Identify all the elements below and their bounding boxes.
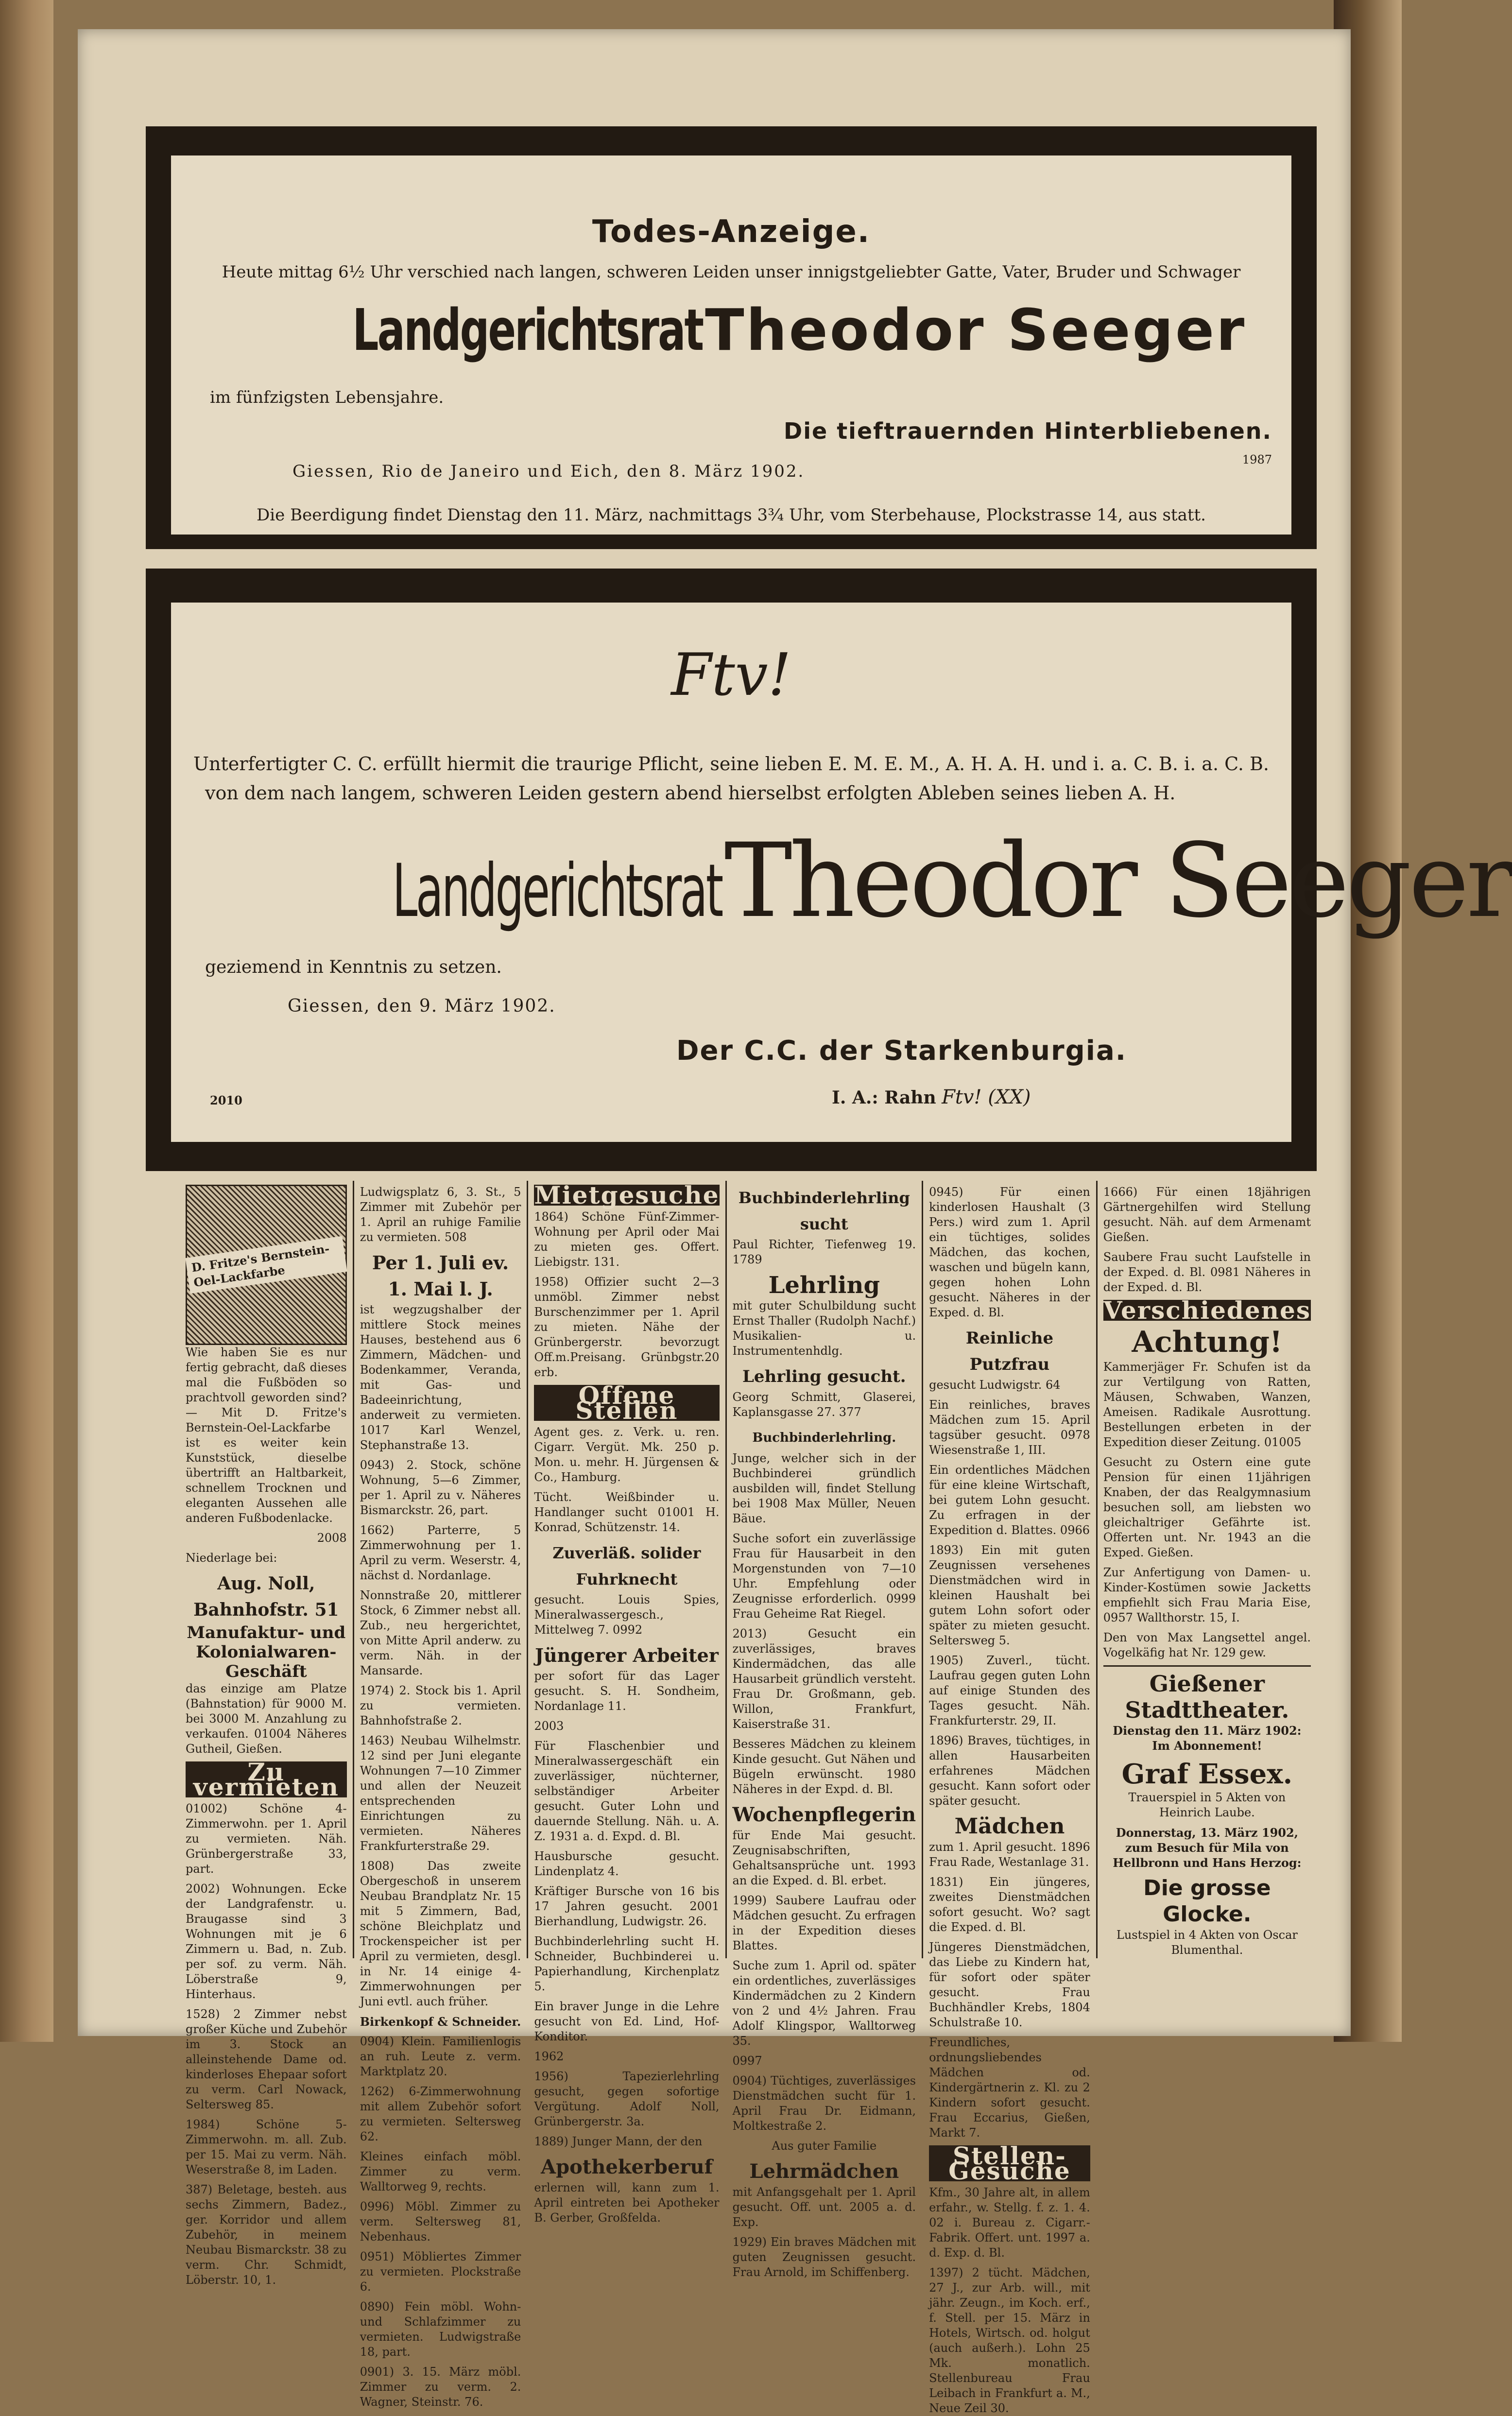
fraternity-ia-mark: Ftv! (XX)	[942, 1086, 1031, 1108]
ad-item: 0951) Möbliertes Zimmer zu vermieten. Plockstraße 6.	[360, 2250, 521, 2294]
ad-item: erlernen will, kann zum 1. April eintreten bei Apotheker B. Gerber, Großfelda.	[534, 2181, 720, 2225]
fraternity-deceased-name: Theodor Seeger	[724, 821, 1512, 940]
ad-item: Tücht. Weißbinder u. Handlanger sucht 01001 H. Konrad, Schützenstr. 14.	[534, 1490, 720, 1534]
ad-heading: Buchbinderlehrling.	[752, 1431, 896, 1445]
ad-item: Paul Richter, Tiefenweg 19. 1789	[732, 1238, 916, 1266]
ad-item: zum 1. April gesucht. 1896 Frau Rade, Westanlage 31.	[929, 1840, 1090, 1869]
ad-heading: Zuverläß. solider Fuhrknecht	[552, 1544, 701, 1588]
ad-item: 2013) Gesucht ein zuverlässiges, braves Kindermädchen, das alle Hausarbeit gründlich versteht. Frau Dr. Großmann, geb. Willon, Frankfurt, Kaiserstraße 31.	[732, 1627, 916, 1731]
ad-item: Kammerjäger Fr. Schufen ist da zur Vertilgung von Ratten, Mäusen, Schwaben, Wanzen, Ameisen. Radikale Ausrottung. Bestellungen erbeten in der Expedition dieser Zeitung. 01005	[1103, 1360, 1311, 1449]
ad-heading: Apothekerberuf	[541, 2156, 713, 2178]
ad-heading: Reinliche Putzfrau	[965, 1329, 1054, 1374]
ad-item: 1808) Das zweite Obergeschoß in unserem Neubau Brandplatz Nr. 15 mit 5 Zimmern, Bad, schöne Bleichplatz und Trockenspeicher ist per April zu vermieten, desgl. in Nr. 14 einige 4-Zimmerwohnungen per Juni evtl. auch früher.	[360, 1859, 521, 2008]
ad-item: gesucht Ludwigstr. 64	[929, 1378, 1061, 1392]
ad-item: 1896) Braves, tüchtiges, in allen Hausarbeiten erfahrenes Mädchen gesucht. Kann sofort oder später gesucht.	[929, 1734, 1090, 1808]
ad-item: 1397) 2 tücht. Mädchen, 27 J., zur Arb. will., mit jähr. Zeugn., im Koch. erf., f. Stell. per 15. März in Hotels, Wirtsch. od. holgut (auch außerh.). Lohn 25 Mk. monatlich. Stellenbureau Frau Leibach in Frankfurt a. M., Neue Zeil 30.	[929, 2266, 1090, 2415]
ad-ref: 1962	[534, 2050, 564, 2063]
ad-item: 1662) Parterre, 5 Zimmerwohnung per 1. April zu verm. Weserstr. 4, nächst d. Nordanlage.	[360, 1523, 521, 1582]
funeral-info: Die Beerdigung findet Dienstag den 11. März, nachmittags 3¾ Uhr, vom Sterbehause, Plockstrasse 14, aus statt.	[171, 496, 1291, 535]
theater-date-2: Donnerstag, 13. März 1902, zum Besuch für Mila von Hellbronn und Hans Herzog:	[1113, 1826, 1302, 1870]
fraternity-notice-frame	[146, 569, 1512, 1171]
fraternity-name-line	[190, 821, 1512, 940]
ad-item: mit Anfangsgehalt per 1. April gesucht. Off. unt. 2005 a. d. Exp.	[732, 2185, 916, 2229]
mourners-signature: Die tieftrauernden Hinterbliebenen.	[784, 418, 1272, 444]
notice-title: Todes-Anzeige.	[592, 214, 871, 250]
fraternity-ia	[832, 1086, 1031, 1108]
illustration-caption: D. Fritze's Bernstein-Oel-Lackfarbe	[185, 1236, 347, 1294]
ad-item: 0943) 2. Stock, schöne Wohnung, 5—6 Zimmer, per 1. April zu v. Näheres Bismarckstr. 26, part.	[360, 1458, 521, 1517]
ad-item: 1864) Schöne Fünf-Zimmer-Wohnung per April oder Mai zu mieten ges. Offert. Liebigstr. 131.	[534, 1210, 720, 1269]
section-header-verschiedenes: Verschiedenes	[1103, 1296, 1311, 1325]
column-1	[180, 1181, 353, 2287]
fraternity-emblem: Ftv!	[671, 641, 791, 709]
ad-item: Suche sofort ein zuverlässige Frau für Hausarbeit in den Morgenstunden von 7—10 Uhr. Empfehlung oder Zeugnisse erforderlich. 0999 Frau Geheime Rat Riegel.	[732, 1532, 916, 1621]
ad-item: per sofort für das Lager gesucht. S. H. Sondheim, Nordanlage 11.	[534, 1669, 720, 1713]
ad-item: Saubere Frau sucht Laufstelle in der Exped. d. Bl. 0981 Näheres in der Exped. d. Bl.	[1103, 1250, 1311, 1294]
lacquer-ad-ref: 2008	[317, 1531, 347, 1545]
fraternity-signature: Der C.C. der Starkenburgia.	[676, 1035, 1127, 1067]
ad-heading: Lehrling	[768, 1272, 880, 1299]
ad-item: Nonnstraße 20, mittlerer Stock, 6 Zimmer nebst all. Zub., neu hergerichtet, von Mitte April anderw. zu verm. Näh. in der Mansarde.	[360, 1588, 521, 1677]
ad-item: Ein braver Junge in die Lehre gesucht von Ed. Lind, Hof-Konditor.	[534, 2000, 720, 2043]
ad-item: Den von Max Langsettel angel. Vogelkäfig hat Nr. 129 gew.	[1103, 1631, 1311, 1659]
ad-item: Buchbinderlehrling sucht H. Schneider, Buchbinderei u. Papierhandlung, Kirchenplatz 5.	[534, 1934, 720, 1993]
ad-heading: Lehrling gesucht.	[742, 1367, 906, 1386]
ad-item: für Ende Mai gesucht. Zeugnisabschriften, Gehaltsansprüche unt. 1993 an die Exped. d. Bl. erbet.	[732, 1829, 916, 1887]
ad-ref: 2003	[534, 1719, 564, 1733]
ad-item: Jüngeres Dienstmädchen, das Liebe zu Kindern hat, für sofort oder später gesucht. Frau Buchhändler Krebs, 1804 Schulstraße 10.	[929, 1940, 1090, 2029]
ad-item: 387) Beletage, besteh. aus sechs Zimmern, Badez., ger. Korridor und allem Zubehör, in meinem Neubau Bismarckstr. 38 zu verm. Chr. Schmidt, Löberstr. 10, 1.	[186, 2183, 347, 2287]
ad-item: 1984) Schöne 5-Zimmerwohn. m. all. Zub. per 15. Mai zu verm. Näh. Weserstraße 8, im Laden.	[186, 2118, 347, 2176]
theater-play-2-sub: Lustspiel in 4 Akten von Oscar Blumenthal.	[1116, 1928, 1298, 1957]
deceased-name-line	[171, 296, 1291, 363]
deceased-name: Theodor Seeger	[705, 296, 1247, 363]
fraternity-ref-number: 2010	[210, 1093, 242, 1107]
deceased-rank: Landgerichtsrat	[352, 296, 703, 363]
ad-item: 1929) Ein braves Mädchen mit guten Zeugnissen gesucht. Frau Arnold, im Schiffenberg.	[732, 2235, 916, 2279]
ad-item: 1956) Tapezierlehrling gesucht, gegen sofortige Vergütung. Adolf Noll, Grünbergerstr. 3a.	[534, 2070, 720, 2128]
ad-item: Zur Anfertigung von Damen- u. Kinder-Kostümen sowie Jacketts empfiehlt sich Frau Maria Eise, 0957 Wallthorstr. 15, I.	[1103, 1566, 1311, 1624]
ad-item: Für Flaschenbier und Mineralwassergeschäft ein zuverlässiger, nüchterner, selbständiger Arbeiter gesucht. Guter Lohn und dauernde Stellung. Näh. u. A. Z. 1931 a. d. Expd. d. Bl.	[534, 1739, 720, 1843]
classified-columns	[180, 1181, 1317, 2415]
ad-item: gesucht. Louis Spies, Mineralwassergesch., Mittelweg 7. 0992	[534, 1593, 720, 1637]
ad-heading: Buchbinderlehrling sucht	[738, 1189, 910, 1233]
ad-item: 1831) Ein jüngeres, zweites Dienstmädchen sofort gesucht. Wo? sagt die Exped. d. Bl.	[929, 1875, 1090, 1934]
ad-item: Agent ges. z. Verk. u. ren. Cigarr. Vergüt. Mk. 250 p. Mon. u. mehr. H. Jürgensen & Co., Hamburg.	[534, 1425, 720, 1484]
column-2	[353, 1181, 527, 2409]
ad-item: Freundliches, ordnungsliebendes Mädchen od. Kindergärtnerin z. Kl. zu 2 Kindern sofort gesucht. Frau Eccarius, Gießen, Markt 7.	[929, 2036, 1090, 2140]
ad-item: 1974) 2. Stock bis 1. April zu vermieten. Bahnhofstraße 2.	[360, 1684, 521, 1727]
fraternity-deceased-rank: Landgerichtsrat	[392, 849, 722, 933]
theater-play-1: Graf Essex.	[1121, 1758, 1293, 1790]
ad-item: ist wegzugshalber der mittlere Stock meines Hauses, bestehend aus 6 Zimmern, Mädchen- und Bodenkammer, Veranda, mit Gas- und Badeeinrichtung, anderweit zu vermieten. 1017 Karl Wenzel, Stephanstraße 13.	[360, 1303, 521, 1452]
ad-heading: Mädchen	[954, 1814, 1065, 1839]
fraternity-line2: von dem nach langem, schweren Leiden gestern abend hierselbst erfolgten Ableben seines lieben A. H.	[205, 782, 1176, 804]
fraternity-place-date: Giessen, den 9. März 1902.	[288, 996, 556, 1016]
ad-ref: 0997	[732, 2054, 762, 2068]
ad-heading: Per 1. Juli ev. 1. Mai l. J.	[372, 1252, 509, 1300]
ad-heading: Wochenpflegerin	[732, 1803, 916, 1826]
fraternity-line1: Unterfertigter C. C. erfüllt hiermit die traurige Pflicht, seine lieben E. M. E. M., A. H. A. H. und i. a. C. B. i. a. C. B.	[193, 753, 1269, 775]
book-spine	[0, 0, 53, 2042]
ad-item: 0945) Für einen kinderlosen Haushalt (3 Pers.) wird zum 1. April ein tüchtiges, solides Mädchen, das kochen, waschen und bügeln kann, gegen hohen Lohn gesucht. Näheres in der Exped. d. Bl.	[929, 1185, 1090, 1319]
ad-item: 0904) Tüchtiges, zuverlässiges Dienstmädchen sucht für 1. April Frau Dr. Eidmann, Moltkestraße 2.	[732, 2074, 916, 2133]
fraternity-line3: geziemend in Kenntnis zu setzen.	[205, 957, 502, 977]
section-header-mietgesuche: Mietgesuche	[534, 1181, 720, 1209]
ad-signature: Birkenkopf & Schneider.	[360, 2015, 521, 2029]
ad-item: 0996) Möbl. Zimmer zu verm. Seltersweg 81, Nebenhaus.	[360, 2200, 521, 2243]
ad-item: 2002) Wohnungen. Ecke der Landgrafenstr. u. Braugasse sind 3 Wohnungen mit je 6 Zimmern u. Bad, n. Zub. per sof. zu verm. Näh. Löberstraße 9, Hinterhaus.	[186, 1882, 347, 2001]
ad-heading: Jüngerer Arbeiter	[535, 1644, 719, 1666]
notice-ref-number: 1987	[1242, 453, 1272, 466]
ad-item: mit guter Schulbildung sucht Ernst Thaller (Rudolph Nachf.) Musikalien- u. Instrumentenhdlg.	[732, 1299, 916, 1358]
fraternity-ia-name: I. A.: Rahn	[832, 1087, 936, 1108]
ad-heading: Lehrmädchen	[749, 2160, 899, 2183]
ad-item: Ein reinliches, braves Mädchen zum 15. April tagsüber gesucht. 0978 Wiesenstraße 1, III.	[929, 1398, 1090, 1457]
column-3	[527, 1181, 725, 2225]
ad-item: 1262) 6-Zimmerwohnung mit allem Zubehör sofort zu vermieten. Seltersweg 62.	[360, 2085, 521, 2143]
theater-heading: Gießener Stadttheater.	[1125, 1671, 1289, 1723]
ad-item: 1958) Offizier sucht 2—3 unmöbl. Zimmer nebst Burschenzimmer per 1. April zu mieten. Nähe der Grünbergerstr. bevorzugt Off.m.Preisang. Grünbgstr.20 erb.	[534, 1275, 720, 1379]
theater-ad	[1103, 1665, 1311, 1958]
ad-item: 1893) Ein mit guten Zeugnissen versehenes Dienstmädchen wird in kleinen Haushalt bei gutem Lohn sofort oder später zu mieten gesucht. Seltersweg 5.	[929, 1543, 1090, 1647]
ad-item: Ludwigsplatz 6, 3. St., 5 Zimmer mit Zubehör per 1. April an ruhige Familie zu vermieten. 508	[360, 1185, 521, 1244]
ad-item: Gesucht zu Ostern eine gute Pension für einen 11jährigen Knaben, der das Realgymnasium besuchen soll, am liebsten wo gleichaltriger Gefährte ist. Offerten unt. Nr. 1943 an die Exped. Gießen.	[1103, 1455, 1311, 1559]
ad-item: 01002) Schöne 4-Zimmerwohn. per 1. April zu vermieten. Näh. Grünbergerstraße 33, part.	[186, 1802, 347, 1876]
column-5	[922, 1181, 1096, 2415]
ad-item: 0890) Fein möbl. Wohn- und Schlafzimmer zu vermieten. Ludwigstraße 18, part.	[360, 2300, 521, 2359]
ad-item: Kleines einfach möbl. Zimmer zu verm. Walltorweg 9, rechts.	[360, 2150, 521, 2193]
ad-item: Hausbursche gesucht. Lindenplatz 4.	[534, 1849, 720, 1878]
ad-item: Aus guter Familie	[772, 2139, 877, 2153]
theater-date-1: Dienstag den 11. März 1902: Im Abonnement!	[1113, 1724, 1302, 1753]
lacquer-ad-illustration	[186, 1185, 347, 1345]
ad-item: 1999) Saubere Laufrau oder Mädchen gesucht. Zu erfragen in der Expedition dieses Blattes.	[732, 1894, 916, 1952]
section-header-offene-stellen: Offene Stellen	[534, 1385, 719, 1421]
shop-sale-title: Manufaktur- und Kolonialwaren-Geschäft	[187, 1623, 346, 1681]
ad-item: 1463) Neubau Wilhelmstr. 12 sind per Juni elegante Wohnungen 7—10 Zimmer und allen der Neuzeit entsprechenden Einrichtungen zu vermieten. Näheres Frankfurterstraße 29.	[360, 1734, 521, 1853]
ad-item: 1889) Junger Mann, der den	[534, 2135, 703, 2148]
ad-item: 0904) Klein. Familienlogis an ruh. Leute z. verm. Marktplatz 20.	[360, 2035, 521, 2078]
ad-item: Kräftiger Bursche von 16 bis 17 Jahren gesucht. 2001 Bierhandlung, Ludwigstr. 26.	[534, 1884, 720, 1928]
lacquer-ad-text: Wie haben Sie es nur fertig gebracht, daß dieses mal die Fußböden so prachtvoll geworden sind? — Mit D. Fritze's Bernstein-Oel-Lackfarbe ist es weiter kein Kunststück, dieselbe übertrifft an Haltbarkeit, schnellem Trocknen und eleganten Aussehen alle anderen Fußbodenlacke.	[186, 1346, 347, 1525]
shop-sale-text: das einzige am Platze (Bahnstation) für 9000 M. bei 3000 M. Anzahlung zu verkaufen. 01004 Näheres Gutheil, Gießen.	[186, 1682, 347, 1756]
lacquer-ad-dealer: Aug. Noll, Bahnhofstr. 51	[193, 1573, 339, 1620]
ad-item: Kfm., 30 Jahre alt, in allem erfahr., w. Stellg. f. z. 1. 4. 02 i. Bureau z. Cigarr.-Fabrik. Offert. unt. 1997 a. d. Exp. d. Bl.	[929, 2186, 1090, 2260]
death-notice-frame	[146, 126, 1317, 549]
theater-play-2: Die grosse Glocke.	[1143, 1876, 1271, 1927]
theater-play-1-sub: Trauerspiel in 5 Akten von Heinrich Laube.	[1128, 1791, 1286, 1819]
death-notice	[171, 155, 1291, 515]
ad-item: 1905) Zuverl., tücht. Laufrau gegen guten Lohn auf einige Stunden des Tages gesucht. Näh. Frankfurterstr. 29, II.	[929, 1654, 1090, 1727]
section-header-stellen-gesuche: Stellen-Gesuche	[929, 2145, 1090, 2181]
place-date: Giessen, Rio de Janeiro und Eich, den 8. März 1902.	[292, 462, 805, 481]
ad-item: 0901) 3. 15. März möbl. Zimmer zu verm. 2. Wagner, Steinstr. 76.	[360, 2365, 521, 2409]
lacquer-ad-niederlage: Niederlage bei:	[186, 1551, 277, 1565]
fraternity-notice	[171, 603, 1512, 1142]
ad-item: Besseres Mädchen zu kleinem Kinde gesucht. Gut Nähen und Bügeln erwünscht. 1980 Näheres in der Expd. d. Bl.	[732, 1737, 916, 1796]
attention-heading: Achtung!	[1132, 1325, 1283, 1359]
column-4	[725, 1181, 922, 2279]
notice-intro: Heute mittag 6½ Uhr verschied nach langen, schweren Leiden unser innigstgeliebter Gatte, Vater, Bruder und Schwager	[222, 262, 1241, 282]
ad-item: Junge, welcher sich in der Buchbinderei gründlich ausbilden will, findet Stellung bei 1908 Max Müller, Neuen Bäue.	[732, 1451, 916, 1525]
age-line: im fünfzigsten Lebensjahre.	[210, 388, 444, 407]
ad-item: Suche zum 1. April od. später ein ordentliches, zuverlässiges Kindermädchen zu 2 Kindern von 2 und 4½ Jahren. Frau Adolf Klingspor, Walltorweg 35.	[732, 1959, 916, 2048]
ad-item: Georg Schmitt, Glaserei, Kaplansgasse 27. 377	[732, 1390, 916, 1419]
ad-item: Ein ordentliches Mädchen für eine kleine Wirtschaft, bei gutem Lohn gesucht. Zu erfragen in der Expedition d. Blattes. 0966	[929, 1463, 1090, 1537]
column-6	[1096, 1181, 1317, 1958]
ad-item: 1528) 2 Zimmer nebst großer Küche und Zubehör im 3. Stock an alleinstehende Dame od. kinderloses Ehepaar sofort zu verm. Carl Nowack, Seltersweg 85.	[186, 2007, 347, 2111]
section-header-zu-vermieten: Zu vermieten	[186, 1761, 347, 1797]
ad-item: 1666) Für einen 18jährigen Gärtnergehilfen wird Stellung gesucht. Näh. auf dem Armenamt Gießen.	[1103, 1185, 1311, 1244]
